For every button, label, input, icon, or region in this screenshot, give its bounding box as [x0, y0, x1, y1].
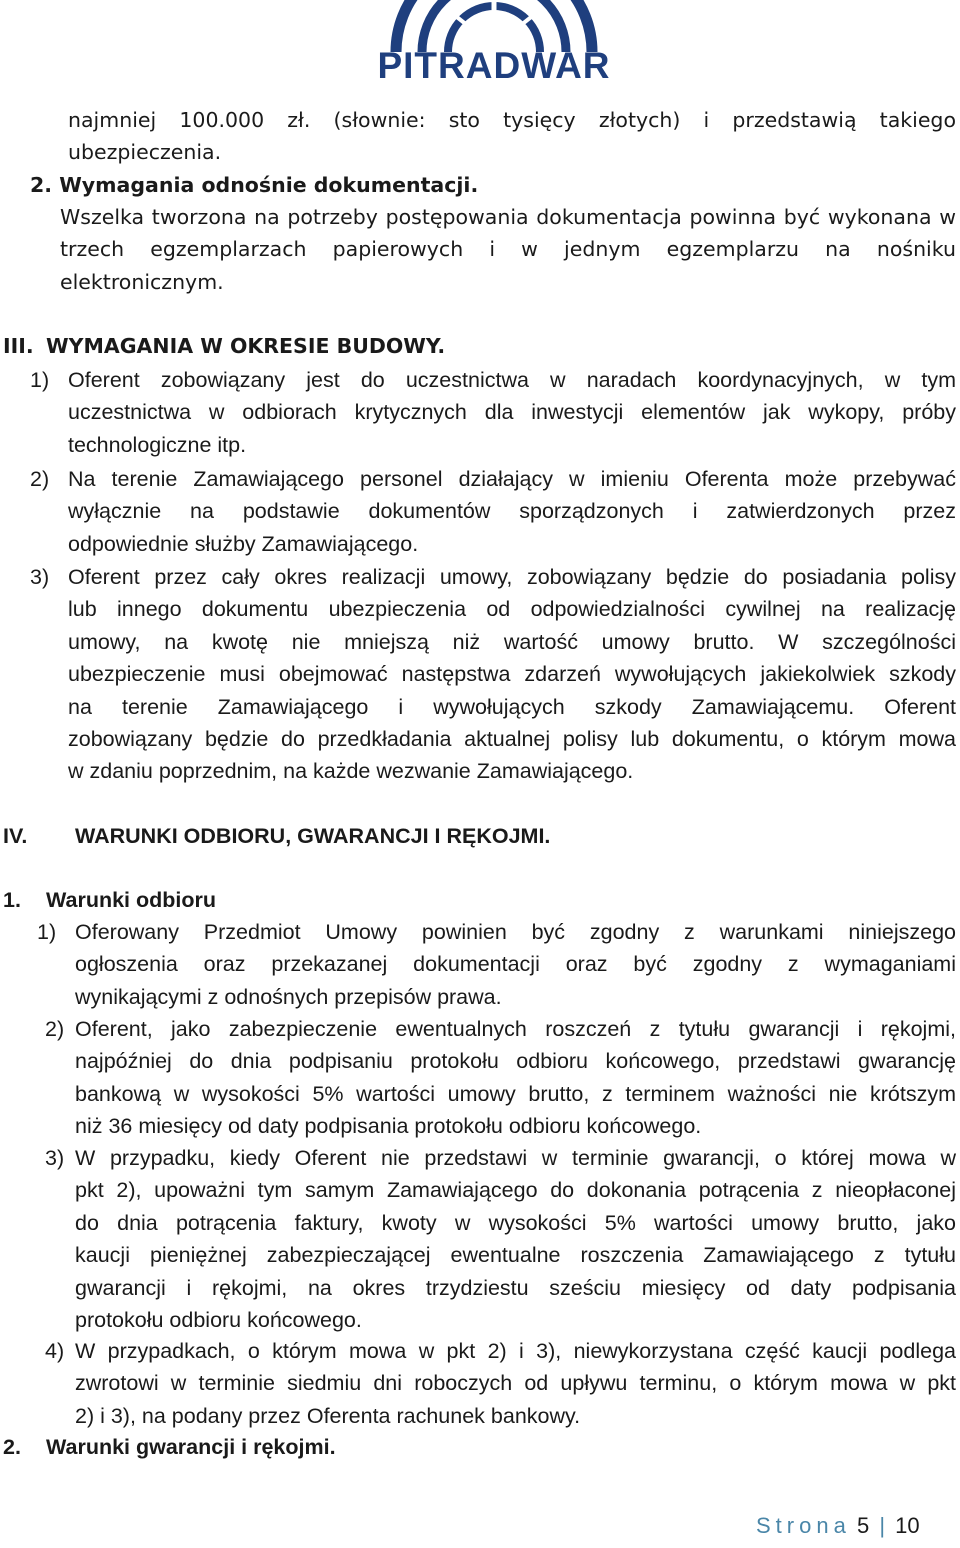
paragraph-line: zobowiązany będzie do przedkładania aktualnej polisy lub dokumentu, o którym mowa [68, 727, 956, 752]
paragraph-line: W przypadku, kiedy Oferent nie przedstawi w terminie gwarancji, o której mowa w [75, 1146, 956, 1170]
paragraph-line: pkt 2), upoważni tym samym Zamawiającego do dokonania potrącenia z nieopłaconej [75, 1178, 956, 1203]
subsection-title: Warunki odbioru [46, 888, 216, 912]
list-item [68, 364, 956, 461]
paragraph-line: umowy, na kwotę nie mniejszą niż wartość umowy brutto. W szczególności [68, 629, 956, 654]
paragraph-line: Oferent zobowiązany jest do uczestnictwa w naradach koordynacyjnych, w tym [68, 368, 956, 392]
list-item [68, 561, 956, 788]
page-total: 10 [895, 1513, 920, 1538]
paragraph-line: odpowiednie służby Zamawiającego. [68, 531, 419, 556]
subsection-title: Warunki gwarancji i rękojmi. [46, 1435, 336, 1459]
list-item [75, 1142, 956, 1336]
paragraph-line: Wszelka tworzona na potrzeby postępowania dokumentacja powinna być wykonana w [60, 205, 956, 229]
section-4-title: WARUNKI ODBIORU, GWARANCJI I RĘKOJMI. [75, 824, 551, 848]
list-item [75, 916, 956, 1013]
list-number: 2) [30, 467, 50, 491]
list-number: 1) [37, 920, 57, 944]
page-number: 5 [856, 1513, 870, 1538]
paragraph-line: bankową w wysokości 5% wartości umowy brutto, z terminem ważności nie krótszym [75, 1081, 956, 1106]
list-number: 3) [30, 565, 50, 589]
paragraph-line: gwarancji i rękojmi, na okres trzydziestu sześciu miesięcy od daty podpisania [75, 1275, 956, 1300]
paragraph-line: Oferent przez cały okres realizacji umowy, zobowiązany będzie do posiadania polisy [68, 565, 956, 589]
intro-line: najmniej 100.000 zł. (słownie: sto tysięcy złotych) i przedstawią takiego [68, 108, 956, 132]
list-item [68, 463, 956, 560]
paragraph-line: w zdaniu poprzednim, na każde wezwanie Zamawiającego. [68, 759, 634, 784]
paragraph-line: protokołu odbioru końcowego. [75, 1308, 362, 1333]
paragraph-line: wynikającymi z odnośnych przepisów prawa. [75, 984, 502, 1009]
paragraph-line: do dnia potrącenia faktury, kwoty w wysokości 5% wartości umowy brutto, jako [75, 1210, 956, 1235]
page-footer [756, 1513, 920, 1539]
section-3-title: WYMAGANIA W OKRESIE BUDOWY. [46, 334, 446, 358]
page-label: Strona [756, 1513, 851, 1538]
paragraph-line: lub innego dokumentu ubezpieczenia od odpowiedzialności cywilnej na realizację [68, 597, 956, 622]
section-2-paragraph [60, 201, 956, 298]
list-number: 3) [45, 1146, 65, 1170]
paragraph-line: W przypadkach, o którym mowa w pkt 2) i 3), niewykorzystana część kaucji podlega [75, 1339, 956, 1363]
list-item [75, 1335, 956, 1432]
subsection-number: 1. [3, 888, 21, 912]
paragraph-line: trzech egzemplarzach papierowych i w jednym egzemplarzu na nośniku [60, 237, 956, 262]
list-number: 1) [30, 368, 50, 392]
paragraph-line: Oferowany Przedmiot Umowy powinien być zgodny z warunkami niniejszego [75, 920, 956, 944]
paragraph-line: wyłącznie na podstawie dokumentów sporządzonych i zatwierdzonych przez [68, 499, 956, 524]
subsection-number: 2. [3, 1435, 21, 1459]
paragraph-line: ogłoszenia oraz przekazanej dokumentacji oraz być zgodny z wymaganiami [75, 952, 956, 977]
paragraph-line: na terenie Zamawiającego i wywołujących szkody Zamawiającemu. Oferent [68, 694, 956, 719]
paragraph-line: elektronicznym. [60, 269, 224, 294]
section-4-number: IV. [3, 824, 28, 848]
paragraph-line: Oferent, jako zabezpieczenie ewentualnych roszczeń z tytułu gwarancji i rękojmi, [75, 1017, 956, 1041]
company-logo [356, 0, 632, 88]
list-number: 4) [45, 1339, 65, 1363]
paragraph-line: kaucji pieniężnej zabezpieczającej ewentualne roszczenia Zamawiającego z tytułu [75, 1243, 956, 1268]
paragraph-line: technologiczne itp. [68, 432, 247, 457]
logo-wordmark: PITRADWAR [377, 45, 611, 86]
paragraph-line: zwrotowi w terminie siedmiu dni roboczych od upływu terminu, o którym mowa w pkt [75, 1371, 956, 1396]
section-2-heading: 2. Wymagania odnośnie dokumentacji. [30, 173, 479, 197]
page-separator: | [879, 1513, 886, 1538]
paragraph-line: najpóźniej do dnia podpisaniu protokołu odbioru końcowego, przedstawi gwarancję [75, 1049, 956, 1074]
list-item [75, 1013, 956, 1143]
paragraph-line: 2) i 3), na podany przez Oferenta rachunek bankowy. [75, 1403, 581, 1428]
paragraph-line: niż 36 miesięcy od daty podpisania protokołu odbioru końcowego. [75, 1114, 702, 1139]
paragraph-line: uczestnictwa w odbiorach krytycznych dla inwestycji elementów jak wykopy, próby [68, 400, 956, 425]
section-3-number: III. [3, 334, 34, 358]
paragraph-line: Na terenie Zamawiającego personel działający w imieniu Oferenta może przebywać [68, 467, 956, 491]
intro-paragraph [68, 104, 956, 169]
paragraph-line: ubezpieczenie musi obejmować następstwa zdarzeń wywołujących jakiekolwiek szkody [68, 662, 956, 687]
list-number: 2) [45, 1017, 65, 1041]
intro-line: ubezpieczenia. [68, 140, 222, 165]
